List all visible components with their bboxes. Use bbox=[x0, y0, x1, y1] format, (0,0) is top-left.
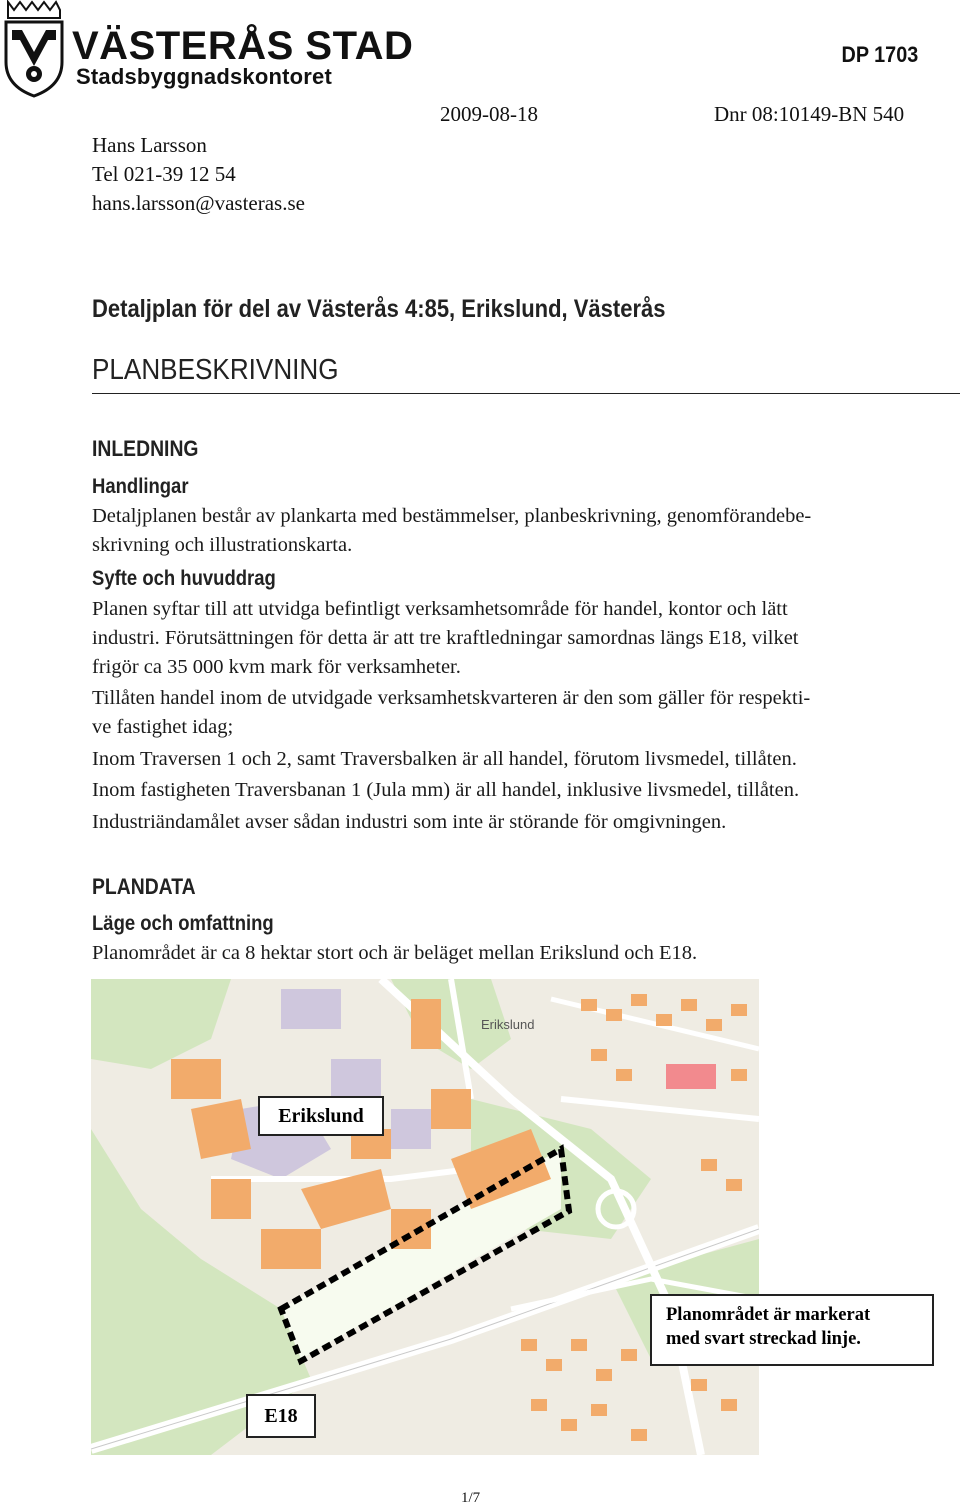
subheading-lage: Läge och omfattning bbox=[92, 912, 274, 935]
contact-phone: Tel 021-39 12 54 bbox=[92, 162, 236, 186]
paragraph-line: ve fastighet idag; bbox=[92, 716, 234, 738]
dnr-number: Dnr 08:10149-BN 540 bbox=[714, 102, 905, 126]
document-type: PLANBESKRIVNING bbox=[92, 354, 339, 386]
map-label-erikslund: Erikslund bbox=[258, 1096, 384, 1136]
section-heading-inledning: INLEDNING bbox=[92, 436, 199, 461]
doc-code: DP 1703 bbox=[841, 42, 918, 67]
paragraph-line: Planen syftar till att utvidga befintligt verksamhetsområde för handel, kontor och lätt bbox=[92, 598, 788, 620]
vasteras-coat-of-arms-logo bbox=[0, 0, 68, 100]
location-map bbox=[91, 979, 759, 1455]
paragraph-line: industri. Förutsättningen för detta är att tre kraftledningar samordnas längs E18, vilket bbox=[92, 627, 799, 649]
document-date: 2009-08-18 bbox=[440, 102, 538, 126]
paragraph-line: Inom fastigheten Traversbanan 1 (Jula mm) är all handel, inklusive livsmedel, tillåten. bbox=[92, 779, 800, 801]
org-name: VÄSTERÅS STAD bbox=[72, 24, 414, 68]
subheading-handlingar: Handlingar bbox=[92, 475, 189, 498]
paragraph-line: Planområdet är ca 8 hektar stort och är beläget mellan Erikslund och E18. bbox=[92, 942, 698, 964]
paragraph-line: Industriändamålet avser sådan industri som inte är störande för omgivningen. bbox=[92, 811, 727, 833]
map-label-e18: E18 bbox=[246, 1394, 316, 1438]
contact-email[interactable]: hans.larsson@vasteras.se bbox=[92, 191, 305, 215]
paragraph-line: frigör ca 35 000 kvm mark för verksamheter. bbox=[92, 656, 461, 678]
page-number: 1/7 bbox=[461, 1490, 481, 1506]
paragraph-line: Detaljplanen består av plankarta med bestämmelser, planbeskrivning, genomförandebe- bbox=[92, 505, 812, 527]
org-department: Stadsbyggnadskontoret bbox=[76, 64, 333, 89]
paragraph-line: Inom Traversen 1 och 2, samt Traversbalken är all handel, förutom livsmedel, tillåten. bbox=[92, 748, 797, 770]
map-legend-note bbox=[650, 1294, 934, 1366]
title-divider bbox=[92, 393, 960, 394]
document-title: Detaljplan för del av Västerås 4:85, Erikslund, Västerås bbox=[92, 295, 666, 323]
subheading-syfte: Syfte och huvuddrag bbox=[92, 567, 276, 590]
contact-block bbox=[92, 131, 305, 218]
paragraph-line: skrivning och illustrationskarta. bbox=[92, 534, 353, 556]
map-legend-note-line: Planområdet är markerat bbox=[666, 1305, 871, 1325]
paragraph-line: Tillåten handel inom de utvidgade verksamhetskvarteren är den som gäller för respekti- bbox=[92, 687, 811, 709]
section-heading-plandata: PLANDATA bbox=[92, 874, 196, 899]
map-legend-note-line: med svart streckad linje. bbox=[666, 1329, 861, 1349]
map-place-label: Erikslund bbox=[481, 1017, 535, 1032]
contact-name: Hans Larsson bbox=[92, 133, 207, 157]
